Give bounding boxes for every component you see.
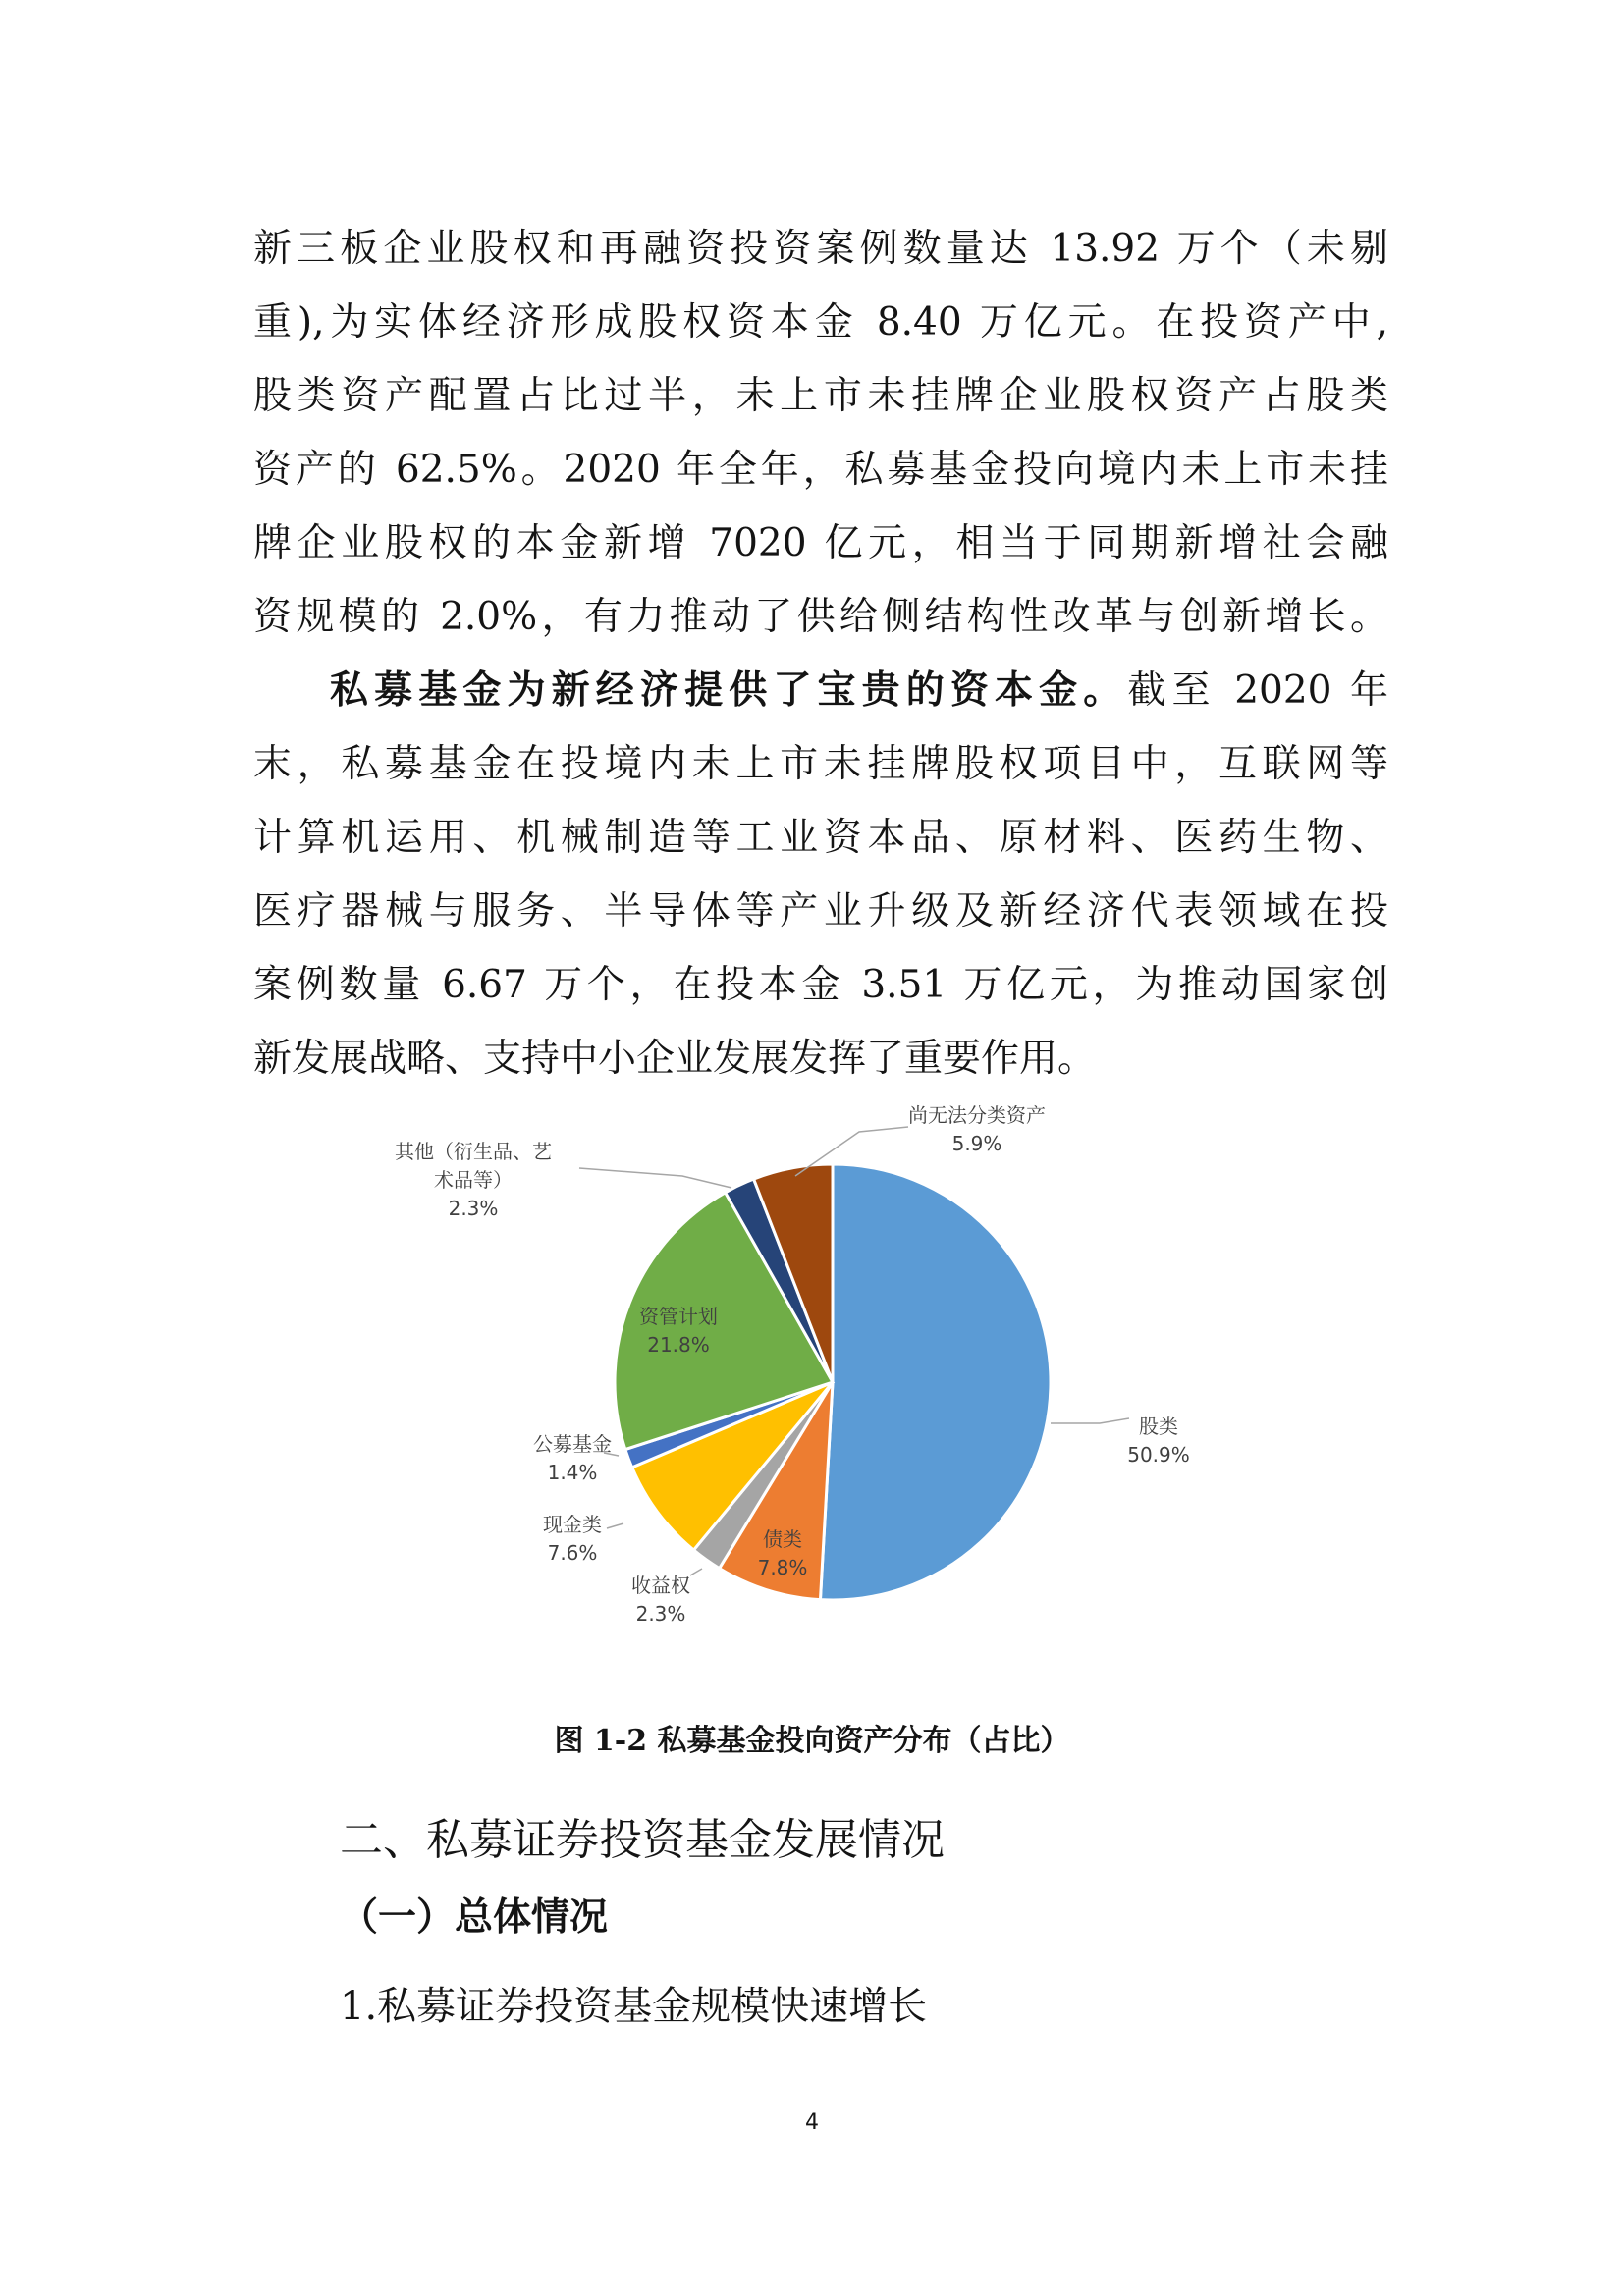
slice-label-2: 收益权 2.3% (631, 1574, 690, 1626)
leader-line-2 (690, 1569, 702, 1575)
text-line: 资规模的 2.0%，有力推动了供给侧结构性改革与创新增长。 (253, 595, 1388, 639)
text-line: 新三板企业股权和再融资投资案例数量达 13.92 万个（未剔 (253, 227, 1388, 271)
text-line: 末，私募基金在投境内未上市未挂牌股权项目中，互联网等 (253, 742, 1388, 786)
lead-tail: 截至 2020 年 (1127, 668, 1388, 713)
slice-label-5: 资管计划 21.8% (639, 1305, 718, 1357)
figure-caption: 图 1-2 私募基金投向资产分布（占比） (554, 1724, 1070, 1758)
leader-line-3 (607, 1523, 623, 1528)
slice-label-6: 其他（衍生品、艺术品等） 2.3% (395, 1140, 552, 1220)
slice-label-7: 尚无法分类资产 5.9% (908, 1103, 1046, 1155)
leader-line-0 (1051, 1418, 1129, 1423)
page-number: 4 (805, 2110, 819, 2135)
section-heading: 二、私募证券投资基金发展情况 (340, 1815, 945, 1865)
slice-label-1: 债类 7.8% (757, 1527, 808, 1579)
text-line: 新发展战略、支持中小企业发展发挥了重要作用。 (253, 1037, 1097, 1081)
text-line: 股类资产配置占比过半，未上市未挂牌企业股权资产占股类 (253, 374, 1388, 418)
text-line: 案例数量 6.67 万个，在投本金 3.51 万亿元，为推动国家创 (253, 963, 1388, 1007)
text-line: 牌企业股权的本金新增 7020 亿元，相当于同期新增社会融 (253, 521, 1388, 565)
subsection-heading: （一）总体情况 (340, 1895, 609, 1940)
text-line (253, 654, 1388, 727)
text-line: 重),为实体经济形成股权资本金 8.40 万亿元。在投资产中, (253, 300, 1388, 345)
pie-chart (295, 1099, 1276, 1649)
slice-label-0: 股类 50.9% (1127, 1415, 1190, 1467)
leader-line-6 (579, 1168, 731, 1188)
text-line: 资产的 62.5%。2020 年全年，私募基金投向境内未上市未挂 (253, 448, 1388, 492)
text-line: 医疗器械与服务、半导体等产业升级及新经济代表领域在投 (253, 889, 1388, 934)
text-line: 计算机运用、机械制造等工业资本品、原材料、医药生物、 (253, 816, 1388, 860)
pie-chart-svg (295, 1099, 1276, 1649)
paragraph-investment-summary (253, 212, 1388, 654)
pie-slice-0 (820, 1164, 1051, 1600)
slice-label-3: 现金类 7.6% (543, 1513, 602, 1565)
sub-subsection-heading: 1.私募证券投资基金规模快速增长 (340, 1984, 928, 2029)
slice-label-4: 公募基金 1.4% (533, 1432, 612, 1484)
paragraph-new-economy (253, 654, 1388, 1095)
lead-sentence: 私募基金为新经济提供了宝贵的资本金。 (330, 667, 1128, 713)
